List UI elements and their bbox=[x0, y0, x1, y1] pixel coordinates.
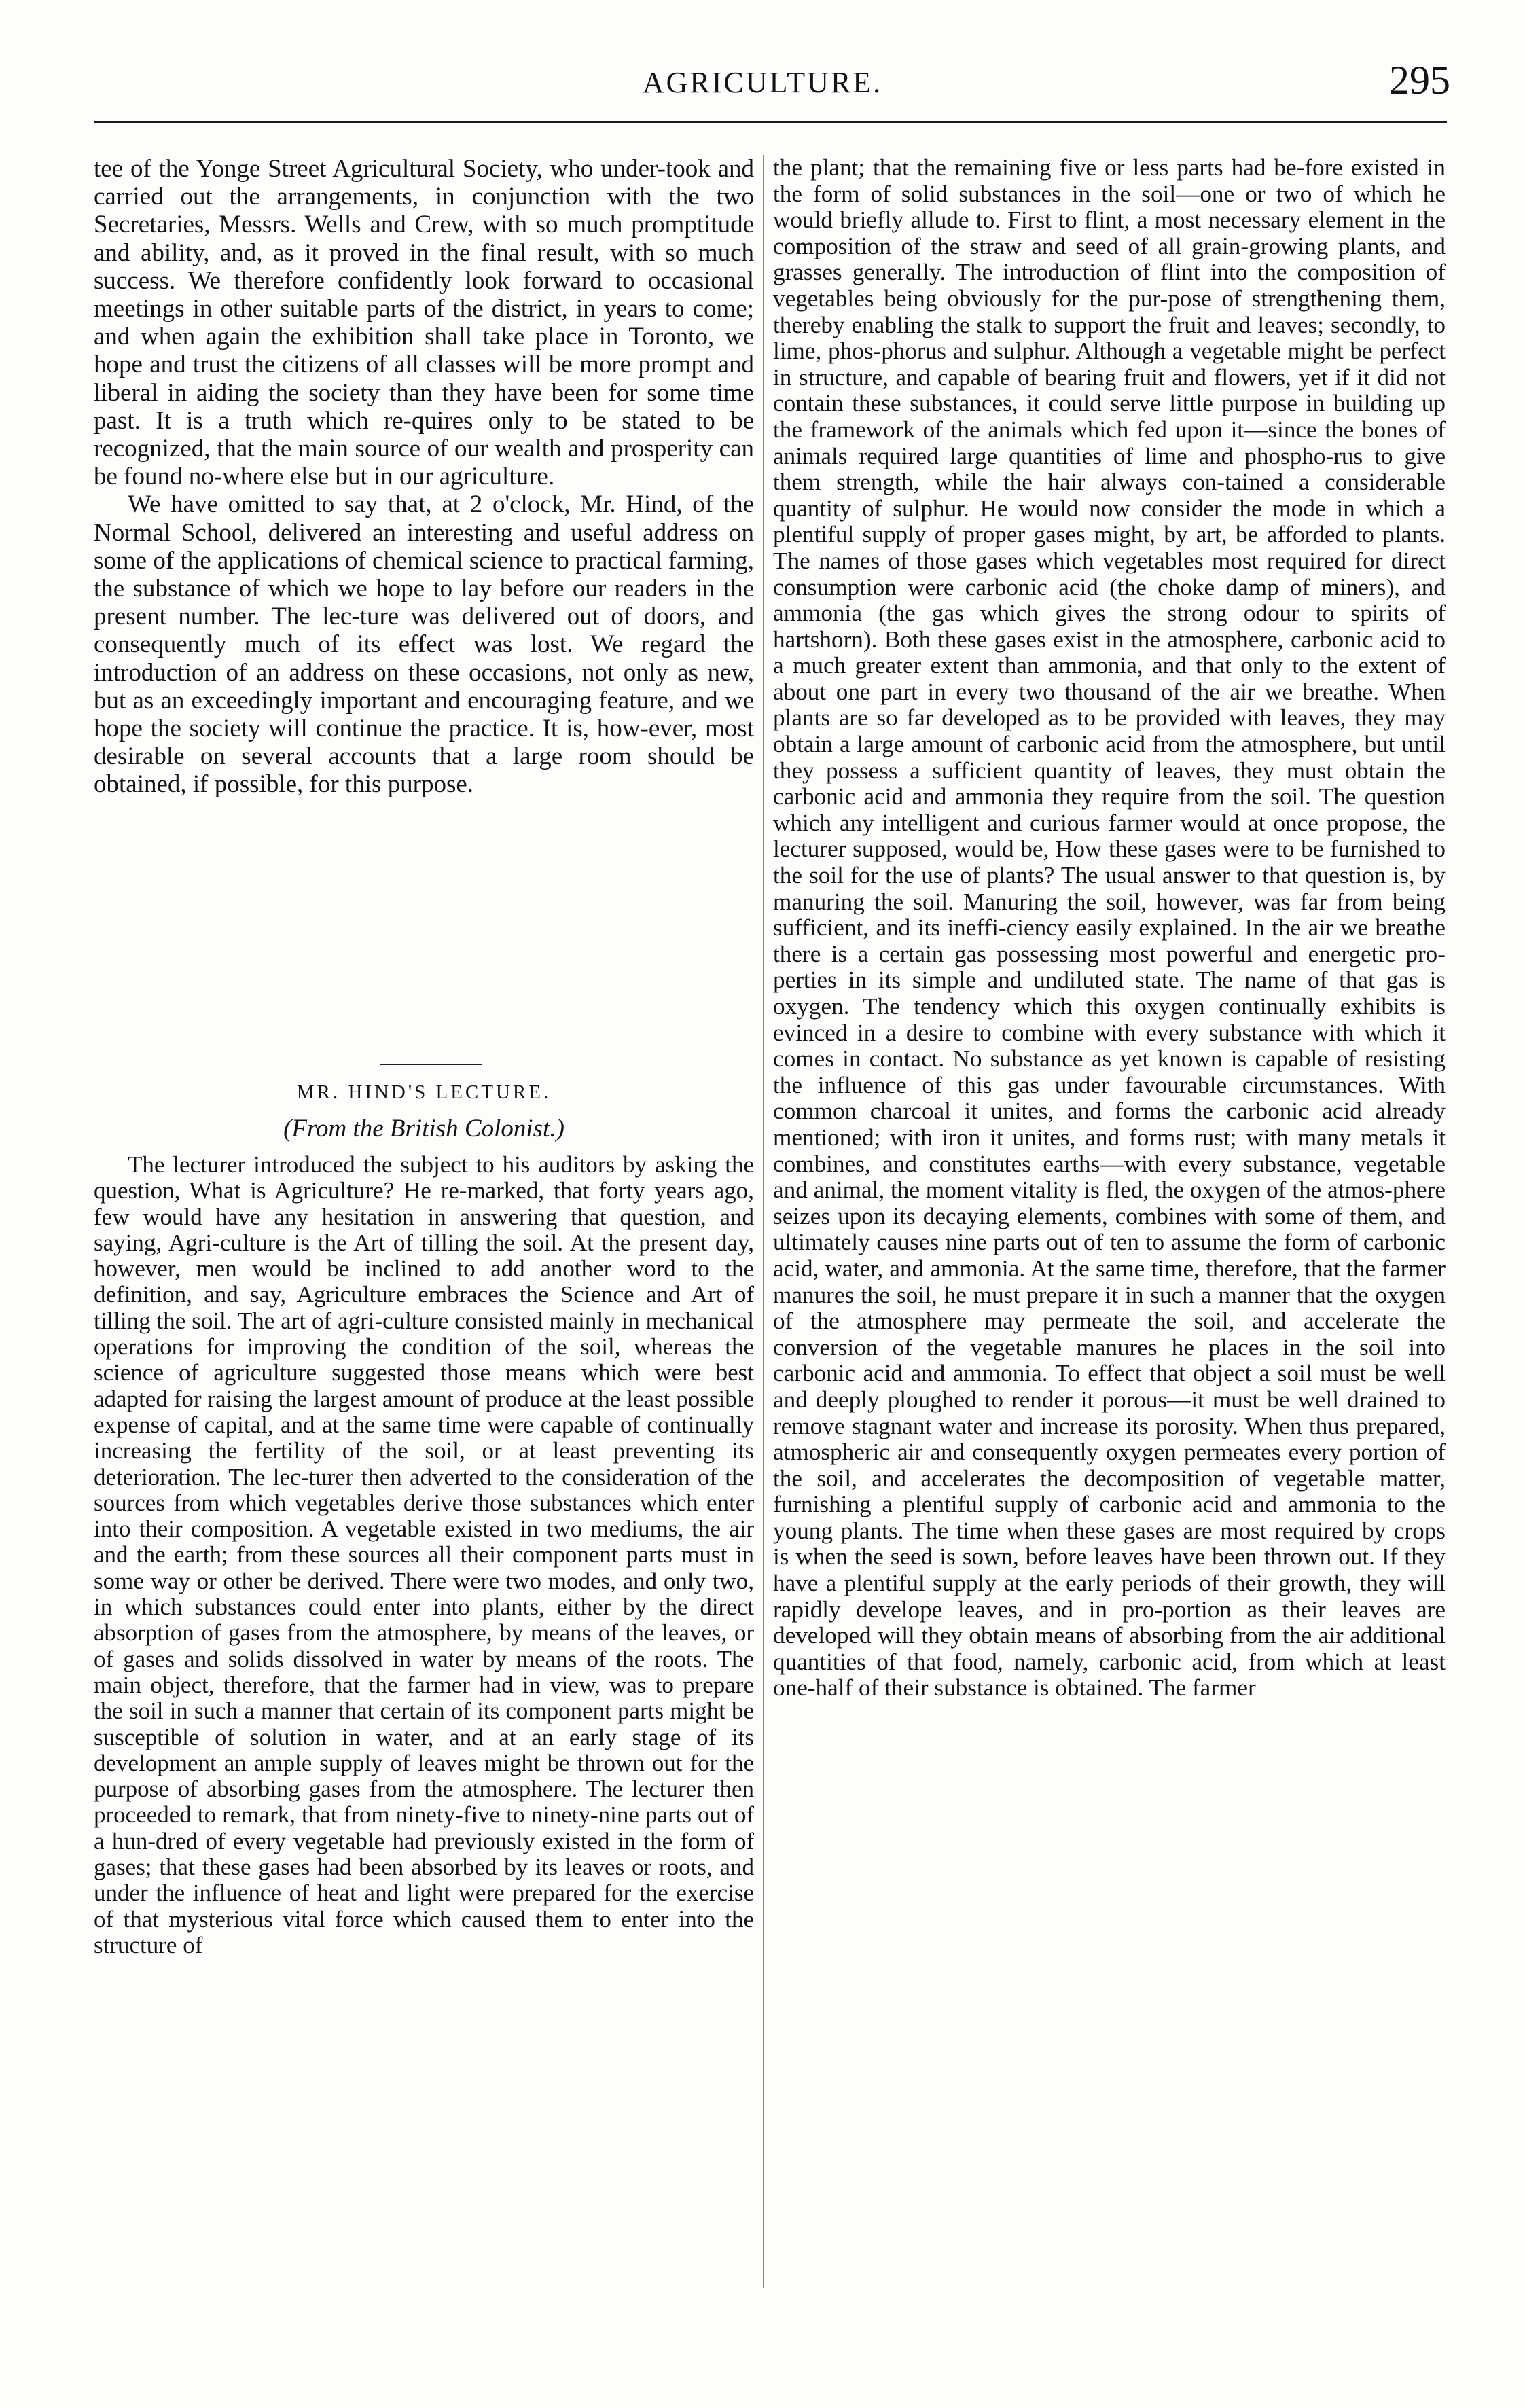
paragraph: tee of the Yonge Street Agricultural Society, who under-took and carried out the arrangements, in conjunction with the two Secretaries, Messrs. Wells and Crew, with so much promptitude and ability, and, as it proved in the final result, with so much success. We therefore confidently look forward to occasional meetings in other suitable parts of the district, in years to come; and when again the exhibition shall take place in Toronto, we hope and trust the citizens of all classes will be more prompt and liberal in aiding the society than they have been for some time past. It is a truth which re-quires only to be stated to be recognized, that the main source of our wealth and prosperity can be found no-where else but in our agriculture. bbox=[94, 155, 754, 491]
running-header bbox=[0, 58, 1525, 120]
section-title: MR. HIND'S LECTURE. bbox=[296, 1081, 552, 1103]
paragraph: The lecturer introduced the subject to his auditors by asking the question, What is Agriculture? He re-marked, that forty years ago, few would have any hesitation in answering that question, and saying, Agri-culture is the Art of tilling the soil. At the present day, however, men would be inclined to add another word to the definition, and say, Agriculture embraces the Science and Art of tilling the soil. The art of agri-culture consisted mainly in mechanical operations for improving the condition of the soil, whereas the science of agriculture suggested those means which were best adapted for raising the largest amount of produce at the least possible expense of capital, and at the same time were capable of continually increasing the fertility of the soil, or at least preventing its deterioration. The lec-turer then adverted to the consideration of the sources from which vegetables derive those substances which enter into their composition. A vegetable existed in two mediums, the air and the earth; from these sources all their component parts must in some way or other be derived. There were two modes, and only two, in which substances could enter into plants, either by the direct absorption of gases from the atmosphere, by means of the leaves, or of gases and solids dissolved in water by means of the roots. The main object, therefore, that the farmer had in view, was to prepare the soil in such a manner that certain of its component parts might be susceptible of solution in water, and at an early stage of its development an ample supply of leaves might be thrown out for the purpose of absorbing gases from the atmosphere. The lecturer then proceeded to remark, that from ninety-five to ninety-nine parts out of a hun-dred of every vegetable had previously existed in the form of gases; that these gases had been absorbed by its leaves or roots, and under the influence of heat and light were prepared for the exercise of that mysterious vital force which caused them to enter into the structure of bbox=[94, 1151, 754, 1958]
right-column bbox=[773, 155, 1446, 1702]
page-number: 295 bbox=[1389, 58, 1450, 103]
paragraph: We have omitted to say that, at 2 o'clock, Mr. Hind, of the Normal School, delivered an interesting and useful address on some of the applications of chemical science to practical farming, the substance of which we hope to lay before our readers in the present number. The lec-ture was delivered out of doors, and consequently much of its effect was lost. We regard the introduction of an address on these occasions, not only as new, but as an exceedingly important and encouraging feature, and we hope the society will continue the practice. It is, how-ever, most desirable on several accounts that a large room should be obtained, if possible, for this purpose. bbox=[94, 490, 754, 799]
section-divider bbox=[380, 1064, 482, 1065]
column-divider bbox=[763, 155, 764, 2288]
left-column-upper bbox=[94, 155, 754, 799]
left-column-lower bbox=[94, 1152, 754, 1958]
section-source: (From the British Colonist.) bbox=[283, 1115, 564, 1143]
header-rule bbox=[94, 121, 1447, 123]
running-title: AGRICULTURE. bbox=[642, 66, 883, 99]
paragraph: the plant; that the remaining five or less parts had be-fore existed in the form of solid substances in the soil—one or two of which he would briefly allude to. First to flint, a most necessary element in the composition of the straw and seed of all grain-growing plants, and grasses generally. The introduction of flint into the composition of vegetables being obviously for the pur-pose of strengthening them, thereby enabling the stalk to support the fruit and leaves; secondly, to lime, phos-phorus and sulphur. Although a vegetable might be perfect in structure, and capable of bearing fruit and flowers, yet if it did not contain these substances, it could serve little purpose in building up the framework of the animals which fed upon it—since the bones of animals required large quantities of lime and phospho-rus to give them strength, while the hair always con-tained a considerable quantity of sulphur. He would now consider the mode in which a plentiful supply of proper gases might, by art, be afforded to plants. The names of those gases which vegetables most required for direct consumption were carbonic acid (the choke damp of miners), and ammonia (the gas which gives the strong odour to spirits of hartshorn). Both these gases exist in the atmosphere, carbonic acid to a much greater extent than ammonia, and that only to the extent of about one part in every two thousand of the air we breathe. When plants are so far developed as to be provided with leaves, they may obtain a large amount of carbonic acid from the atmosphere, but until they possess a sufficient quantity of leaves, they must obtain the carbonic acid and ammonia they require from the soil. The question which any intelligent and curious farmer would at once propose, the lecturer supposed, would be, How these gases were to be furnished to the soil for the use of plants? The usual answer to that question is, by manuring the soil. Manuring the soil, however, was far from being sufficient, and its ineffi-ciency easily explained. In the air we breathe there is a certain gas possessing most powerful and energetic pro-perties in its simple and undiluted state. The name of that gas is oxygen. The tendency which this oxygen continually exhibits is evinced in a desire to combine with every substance with which it comes in contact. No substance as yet known is capable of resisting the influence of this gas under favourable circumstances. With common charcoal it unites, and forms the carbonic acid already mentioned; with iron it unites, and forms rust; with many metals it combines, and constitutes earths—with every substance, vegetable and animal, the moment vitality is fled, the oxygen of the atmos-phere seizes upon its decaying elements, combines with some of them, and ultimately causes nine parts out of ten to assume the form of carbonic acid, water, and ammonia. At the same time, therefore, that the farmer manures the soil, he must prepare it in such a manner that the oxygen of the atmosphere may permeate the soil, and accelerate the conversion of the vegetable manures he places in the soil into carbonic acid and ammonia. To effect that object a soil must be well and deeply ploughed to render it porous—it must be well drained to remove stagnant water and increase its porosity. When thus prepared, atmospheric air and consequently oxygen permeates every portion of the soil, and accelerates the decomposition of vegetable matter, furnishing a plentiful supply of carbonic acid and ammonia to the young plants. The time when these gases are most required by crops is when the seed is sown, before leaves have been thrown out. If they have a plentiful supply at the early periods of their growth, they will rapidly develope leaves, and in pro-portion as their leaves are developed will they obtain means of absorbing from the air additional quantities of that food, namely, carbonic acid, from which at least one-half of their substance is obtained. The farmer bbox=[773, 154, 1446, 1702]
